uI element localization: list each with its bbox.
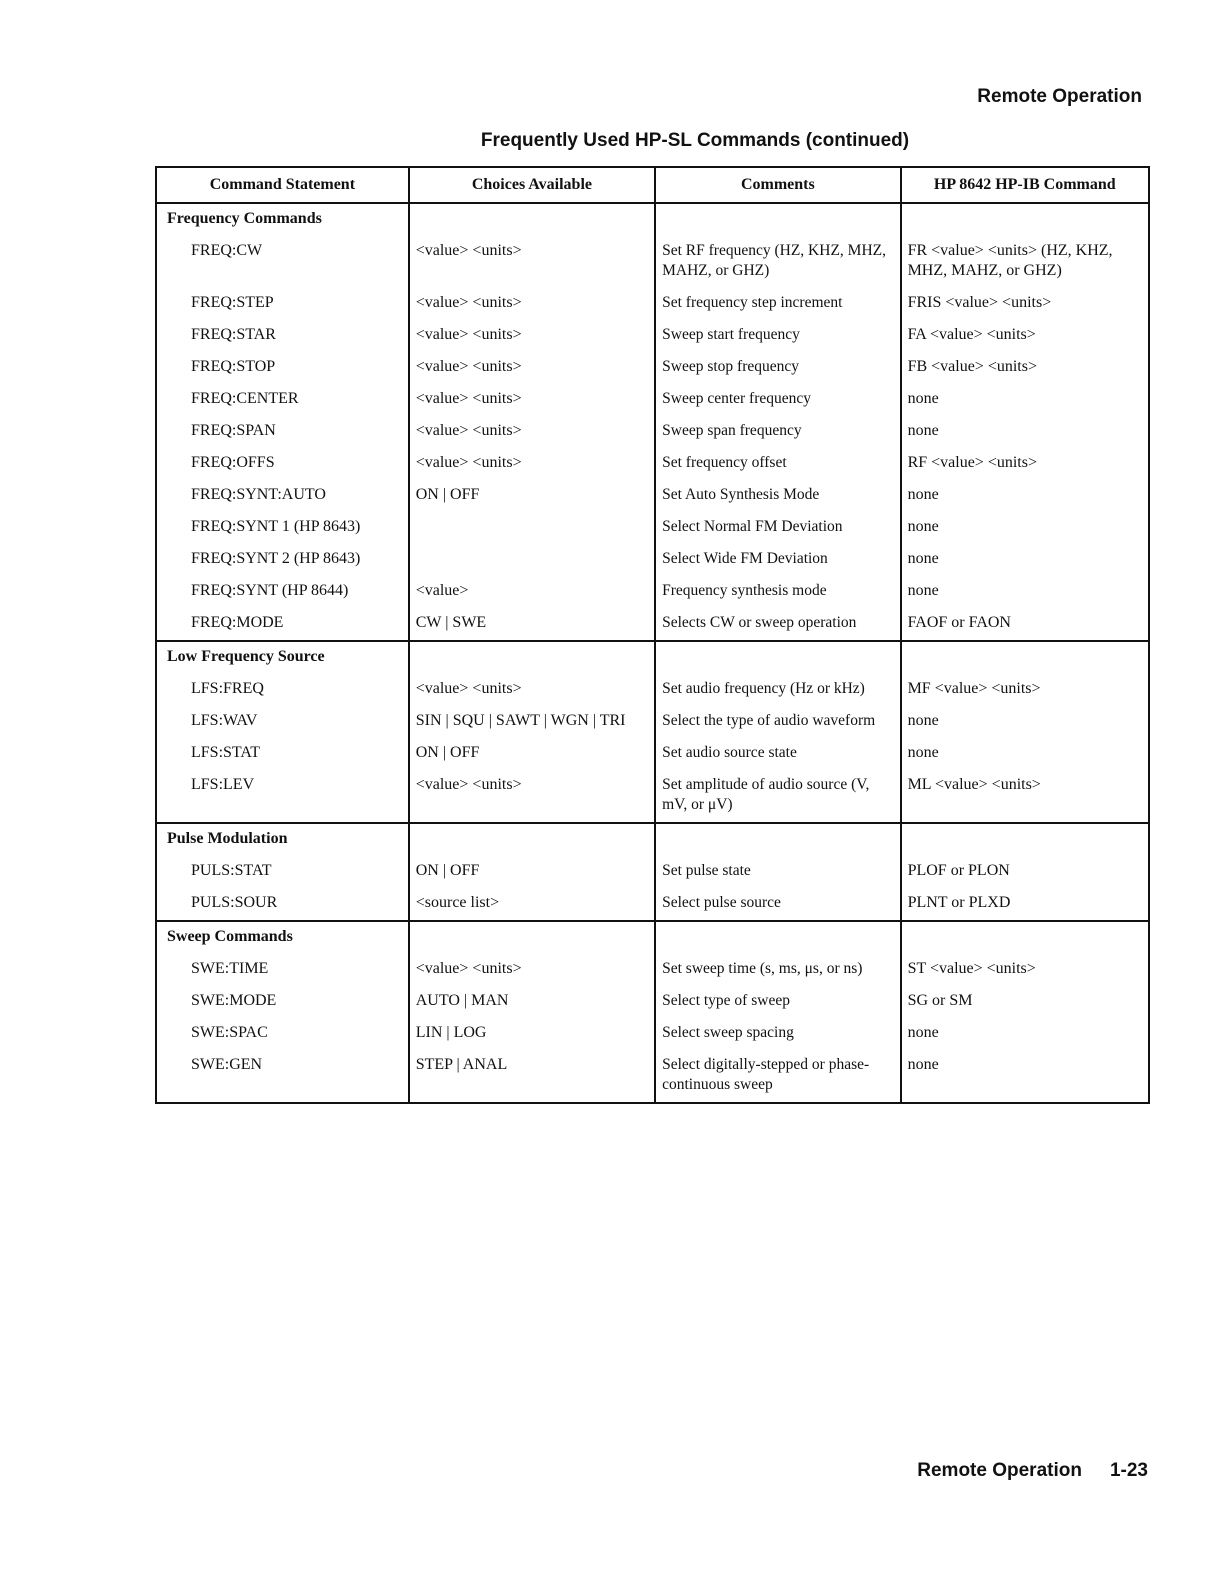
comment-cell: Select type of sweep: [655, 986, 900, 1018]
table-row: [156, 738, 1149, 770]
command-cell: FREQ:SPAN: [156, 416, 409, 448]
hpib-command-cell: none: [901, 480, 1149, 512]
section-title: Low Frequency Source: [156, 641, 409, 674]
choices-cell: CW | SWE: [409, 608, 655, 641]
table-row: [156, 416, 1149, 448]
section-header-row: [156, 641, 1149, 674]
hpib-command-cell: FAOF or FAON: [901, 608, 1149, 641]
empty-cell: [655, 203, 900, 236]
choices-cell: ON | OFF: [409, 738, 655, 770]
hpib-command-cell: MF <value> <units>: [901, 674, 1149, 706]
hpib-command-cell: FA <value> <units>: [901, 320, 1149, 352]
choices-cell: <value> <units>: [409, 954, 655, 986]
table-row: [156, 480, 1149, 512]
table-row: [156, 674, 1149, 706]
hpib-command-cell: none: [901, 544, 1149, 576]
table-row: [156, 888, 1149, 921]
table-row: [156, 448, 1149, 480]
commands-table: [155, 166, 1150, 1104]
command-cell: FREQ:SYNT:AUTO: [156, 480, 409, 512]
command-cell: FREQ:SYNT (HP 8644): [156, 576, 409, 608]
hpib-command-cell: none: [901, 416, 1149, 448]
command-cell: SWE:TIME: [156, 954, 409, 986]
table-row: [156, 288, 1149, 320]
hpib-command-cell: none: [901, 576, 1149, 608]
table-row: [156, 384, 1149, 416]
section-title: Sweep Commands: [156, 921, 409, 954]
comment-cell: Set sweep time (s, ms, μs, or ns): [655, 954, 900, 986]
empty-cell: [409, 921, 655, 954]
hpib-command-cell: FB <value> <units>: [901, 352, 1149, 384]
command-cell: LFS:LEV: [156, 770, 409, 823]
section-header-row: [156, 203, 1149, 236]
comment-cell: Sweep stop frequency: [655, 352, 900, 384]
choices-cell: <value> <units>: [409, 384, 655, 416]
command-cell: FREQ:STAR: [156, 320, 409, 352]
comment-cell: Set RF frequency (HZ, KHZ, MHZ, MAHZ, or GHZ): [655, 236, 900, 288]
table-row: [156, 986, 1149, 1018]
comment-cell: Set frequency step increment: [655, 288, 900, 320]
empty-cell: [409, 203, 655, 236]
section-title: Frequency Commands: [156, 203, 409, 236]
choices-cell: <source list>: [409, 888, 655, 921]
empty-cell: [655, 823, 900, 856]
table-body: [156, 203, 1149, 1103]
choices-cell: <value> <units>: [409, 416, 655, 448]
choices-cell: <value> <units>: [409, 448, 655, 480]
comment-cell: Frequency synthesis mode: [655, 576, 900, 608]
command-cell: PULS:STAT: [156, 856, 409, 888]
command-cell: SWE:GEN: [156, 1050, 409, 1103]
choices-cell: <value>: [409, 576, 655, 608]
column-header: Command Statement: [156, 167, 409, 203]
choices-cell: <value> <units>: [409, 352, 655, 384]
empty-cell: [409, 823, 655, 856]
choices-cell: AUTO | MAN: [409, 986, 655, 1018]
comment-cell: Select the type of audio waveform: [655, 706, 900, 738]
hpib-command-cell: PLOF or PLON: [901, 856, 1149, 888]
command-cell: FREQ:STOP: [156, 352, 409, 384]
comment-cell: Select sweep spacing: [655, 1018, 900, 1050]
command-cell: LFS:STAT: [156, 738, 409, 770]
empty-cell: [409, 641, 655, 674]
hpib-command-cell: none: [901, 738, 1149, 770]
footer-section: Remote Operation: [917, 1460, 1082, 1481]
hpib-command-cell: none: [901, 512, 1149, 544]
empty-cell: [901, 921, 1149, 954]
command-cell: FREQ:STEP: [156, 288, 409, 320]
choices-cell: <value> <units>: [409, 288, 655, 320]
table-row: [156, 576, 1149, 608]
comment-cell: Set frequency offset: [655, 448, 900, 480]
section-title: Pulse Modulation: [156, 823, 409, 856]
table-row: [156, 706, 1149, 738]
table-header-row: [156, 167, 1149, 203]
table-row: [156, 512, 1149, 544]
comment-cell: Select Normal FM Deviation: [655, 512, 900, 544]
empty-cell: [655, 641, 900, 674]
choices-cell: [409, 512, 655, 544]
table-row: [156, 856, 1149, 888]
choices-cell: ON | OFF: [409, 480, 655, 512]
hpib-command-cell: none: [901, 706, 1149, 738]
command-cell: SWE:SPAC: [156, 1018, 409, 1050]
command-cell: LFS:FREQ: [156, 674, 409, 706]
column-header: Choices Available: [409, 167, 655, 203]
command-cell: FREQ:OFFS: [156, 448, 409, 480]
column-header: Comments: [655, 167, 900, 203]
choices-cell: <value> <units>: [409, 674, 655, 706]
comment-cell: Sweep span frequency: [655, 416, 900, 448]
comment-cell: Sweep start frequency: [655, 320, 900, 352]
hpib-command-cell: FR <value> <units> (HZ, KHZ, MHZ, MAHZ, or GHZ): [901, 236, 1149, 288]
empty-cell: [655, 921, 900, 954]
table-row: [156, 1018, 1149, 1050]
comment-cell: Set amplitude of audio source (V, mV, or μV): [655, 770, 900, 823]
comment-cell: Sweep center frequency: [655, 384, 900, 416]
command-cell: FREQ:SYNT 1 (HP 8643): [156, 512, 409, 544]
comment-cell: Select Wide FM Deviation: [655, 544, 900, 576]
choices-cell: STEP | ANAL: [409, 1050, 655, 1103]
table-row: [156, 608, 1149, 641]
hpib-command-cell: PLNT or PLXD: [901, 888, 1149, 921]
hpib-command-cell: ML <value> <units>: [901, 770, 1149, 823]
table-row: [156, 352, 1149, 384]
comment-cell: Select digitally-stepped or phase-continuous sweep: [655, 1050, 900, 1103]
empty-cell: [901, 641, 1149, 674]
command-cell: PULS:SOUR: [156, 888, 409, 921]
hpib-command-cell: FRIS <value> <units>: [901, 288, 1149, 320]
command-cell: LFS:WAV: [156, 706, 409, 738]
choices-cell: <value> <units>: [409, 770, 655, 823]
command-cell: FREQ:CENTER: [156, 384, 409, 416]
command-cell: FREQ:MODE: [156, 608, 409, 641]
comment-cell: Set audio source state: [655, 738, 900, 770]
empty-cell: [901, 203, 1149, 236]
hpib-command-cell: none: [901, 384, 1149, 416]
hpib-command-cell: RF <value> <units>: [901, 448, 1149, 480]
command-cell: FREQ:CW: [156, 236, 409, 288]
table-row: [156, 320, 1149, 352]
table-row: [156, 236, 1149, 288]
page-footer: [917, 1460, 1148, 1482]
page-title: Frequently Used HP-SL Commands (continued): [480, 130, 910, 151]
page-number: 1-23: [1109, 1460, 1148, 1481]
choices-cell: ON | OFF: [409, 856, 655, 888]
comment-cell: Set pulse state: [655, 856, 900, 888]
hpib-command-cell: ST <value> <units>: [901, 954, 1149, 986]
choices-cell: [409, 544, 655, 576]
table-row: [156, 954, 1149, 986]
choices-cell: <value> <units>: [409, 236, 655, 288]
table-row: [156, 1050, 1149, 1103]
comment-cell: Select pulse source: [655, 888, 900, 921]
table-row: [156, 544, 1149, 576]
hpib-command-cell: SG or SM: [901, 986, 1149, 1018]
comment-cell: Set Auto Synthesis Mode: [655, 480, 900, 512]
column-header: HP 8642 HP-IB Command: [901, 167, 1149, 203]
choices-cell: LIN | LOG: [409, 1018, 655, 1050]
running-header: Remote Operation: [977, 86, 1142, 107]
choices-cell: SIN | SQU | SAWT | WGN | TRI: [409, 706, 655, 738]
command-cell: SWE:MODE: [156, 986, 409, 1018]
command-cell: FREQ:SYNT 2 (HP 8643): [156, 544, 409, 576]
empty-cell: [901, 823, 1149, 856]
table-row: [156, 770, 1149, 823]
comment-cell: Set audio frequency (Hz or kHz): [655, 674, 900, 706]
choices-cell: <value> <units>: [409, 320, 655, 352]
hpib-command-cell: none: [901, 1018, 1149, 1050]
hpib-command-cell: none: [901, 1050, 1149, 1103]
section-header-row: [156, 921, 1149, 954]
comment-cell: Selects CW or sweep operation: [655, 608, 900, 641]
section-header-row: [156, 823, 1149, 856]
